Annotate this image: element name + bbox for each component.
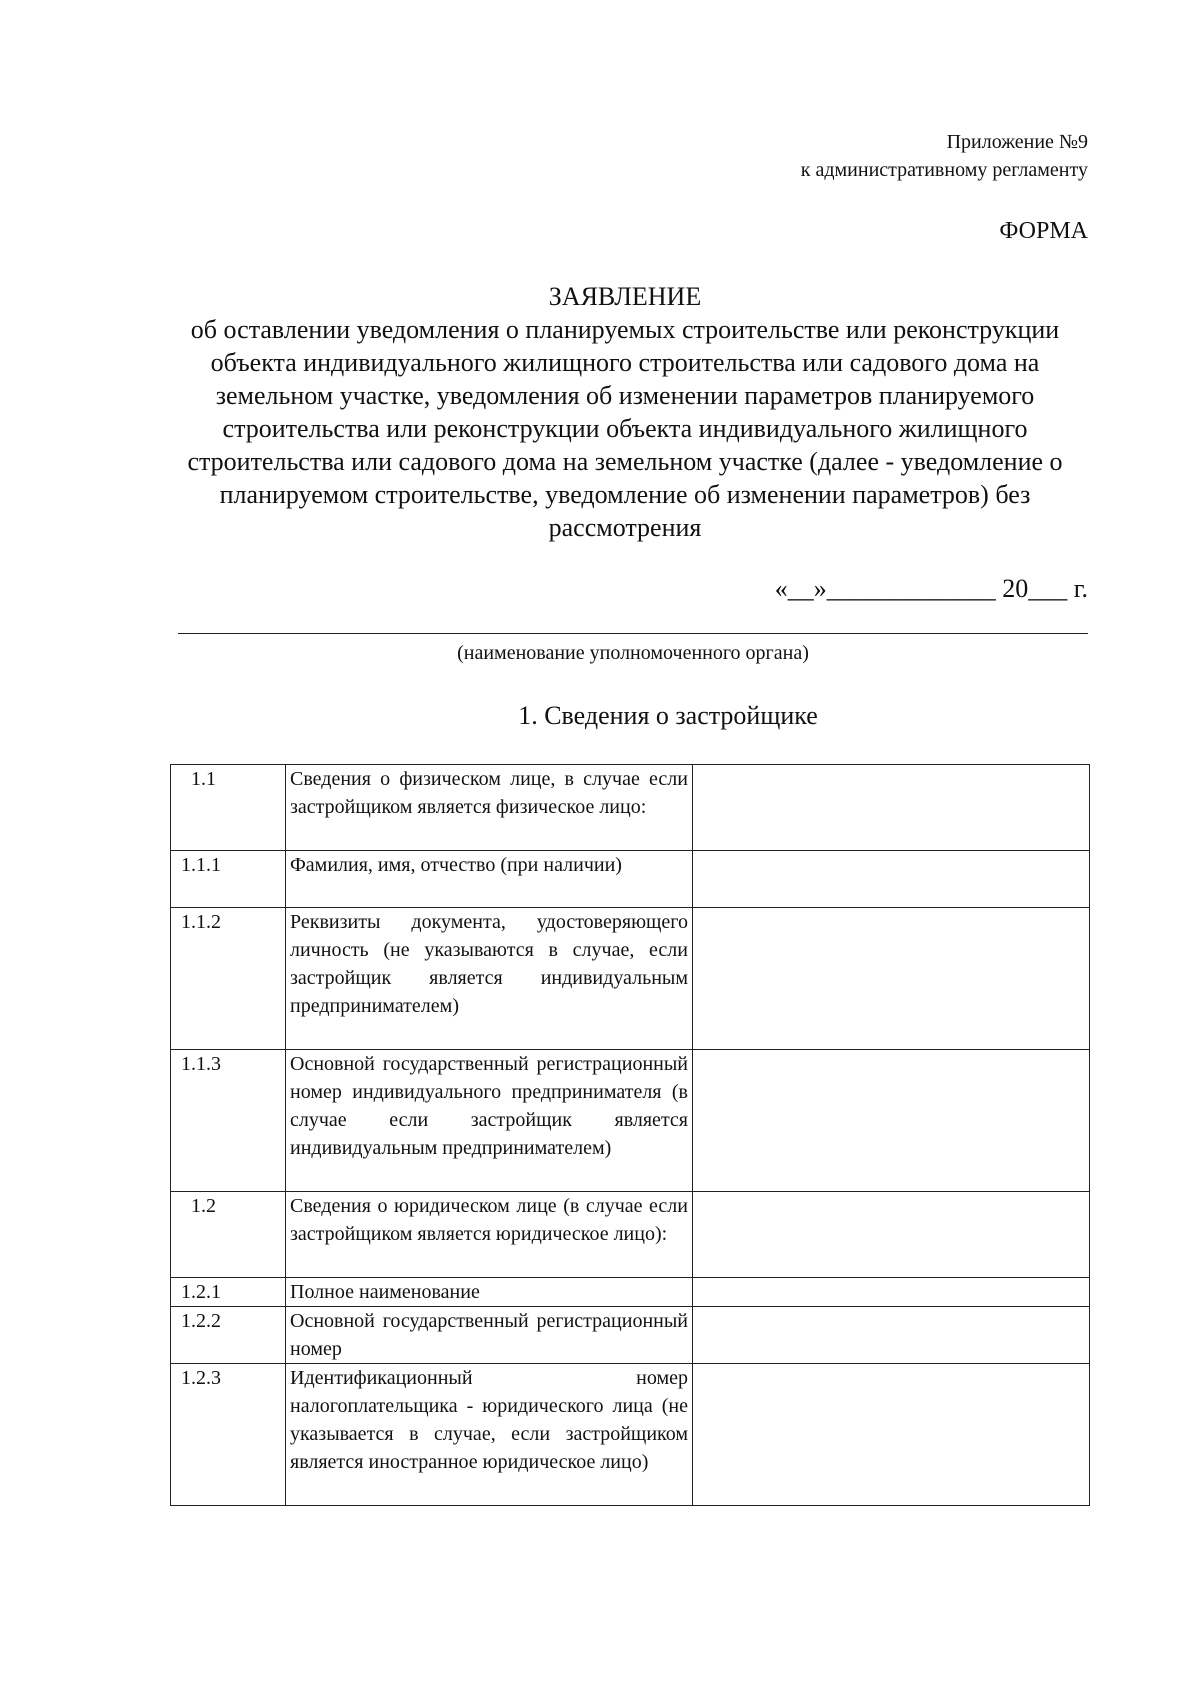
table-row xyxy=(171,1050,1090,1192)
table-row xyxy=(171,1307,1090,1364)
row-label: Сведения о юридическом лице (в случае если застройщиком является юридическое лицо): xyxy=(286,1192,693,1278)
row-value-cell[interactable] xyxy=(693,1307,1090,1364)
row-label: Реквизиты документа, удостоверяющего личность (не указываются в случае, если застройщик является индивидуальным предпринимателем) xyxy=(286,908,693,1050)
row-label: Идентификационный номер налогоплательщика - юридического лица (не указывается в случае, если застройщиком является иностранное юридическое лицо) xyxy=(286,1364,693,1506)
row-value-cell[interactable] xyxy=(693,851,1090,908)
table-row xyxy=(171,908,1090,1050)
row-number: 1.2.3 xyxy=(171,1364,286,1506)
row-label: Фамилия, имя, отчество (при наличии) xyxy=(286,851,693,908)
row-number: 1.1.2 xyxy=(171,908,286,1050)
row-label: Основной государственный регистрационный номер индивидуального предпринимателя (в случае если застройщик является индивидуальным предпринимателем) xyxy=(286,1050,693,1192)
row-value-cell[interactable] xyxy=(693,765,1090,851)
table-row xyxy=(171,765,1090,851)
developer-info-table xyxy=(170,764,1090,1506)
row-label: Сведения о физическом лице, в случае если застройщиком является физическое лицо: xyxy=(286,765,693,851)
organ-name-line xyxy=(178,633,1088,634)
date-line: «__»_____________ 20___ г. xyxy=(774,574,1088,603)
organ-name-caption: (наименование уполномоченного органа) xyxy=(457,642,809,664)
row-number: 1.2.2 xyxy=(171,1307,286,1364)
row-number: 1.2 xyxy=(171,1192,286,1278)
appendix-line-2: к административному регламенту xyxy=(800,159,1088,181)
document-title xyxy=(175,280,1075,544)
row-value-cell[interactable] xyxy=(693,1278,1090,1307)
appendix-line-1: Приложение №9 xyxy=(946,131,1088,153)
table-row xyxy=(171,1364,1090,1506)
row-number: 1.1.1 xyxy=(171,851,286,908)
row-value-cell[interactable] xyxy=(693,1192,1090,1278)
title-subtitle: об оставлении уведомления о планируемых строительстве или реконструкции объекта индивидуального жилищного строительства или садового дома на земельном участке, уведомления об изменении параметров планируемого строительства или реконструкции объекта индивидуального жилищного строительства или садового дома на земельном участке (далее - уведомление о планируемом строительстве, уведомление об изменении параметров) без рассмотрения xyxy=(187,315,1063,542)
table-row xyxy=(171,851,1090,908)
title-heading: ЗАЯВЛЕНИЕ xyxy=(548,282,702,311)
row-label: Полное наименование xyxy=(286,1278,693,1307)
section-title: 1. Сведения о застройщике xyxy=(518,701,818,730)
row-value-cell[interactable] xyxy=(693,908,1090,1050)
row-value-cell[interactable] xyxy=(693,1364,1090,1506)
form-label: ФОРМА xyxy=(999,218,1088,244)
appendix-note xyxy=(801,128,1088,184)
row-number: 1.2.1 xyxy=(171,1278,286,1307)
table-row xyxy=(171,1278,1090,1307)
row-label: Основной государственный регистрационный номер xyxy=(286,1307,693,1364)
row-number: 1.1 xyxy=(171,765,286,851)
table-row xyxy=(171,1192,1090,1278)
row-number: 1.1.3 xyxy=(171,1050,286,1192)
row-value-cell[interactable] xyxy=(693,1050,1090,1192)
